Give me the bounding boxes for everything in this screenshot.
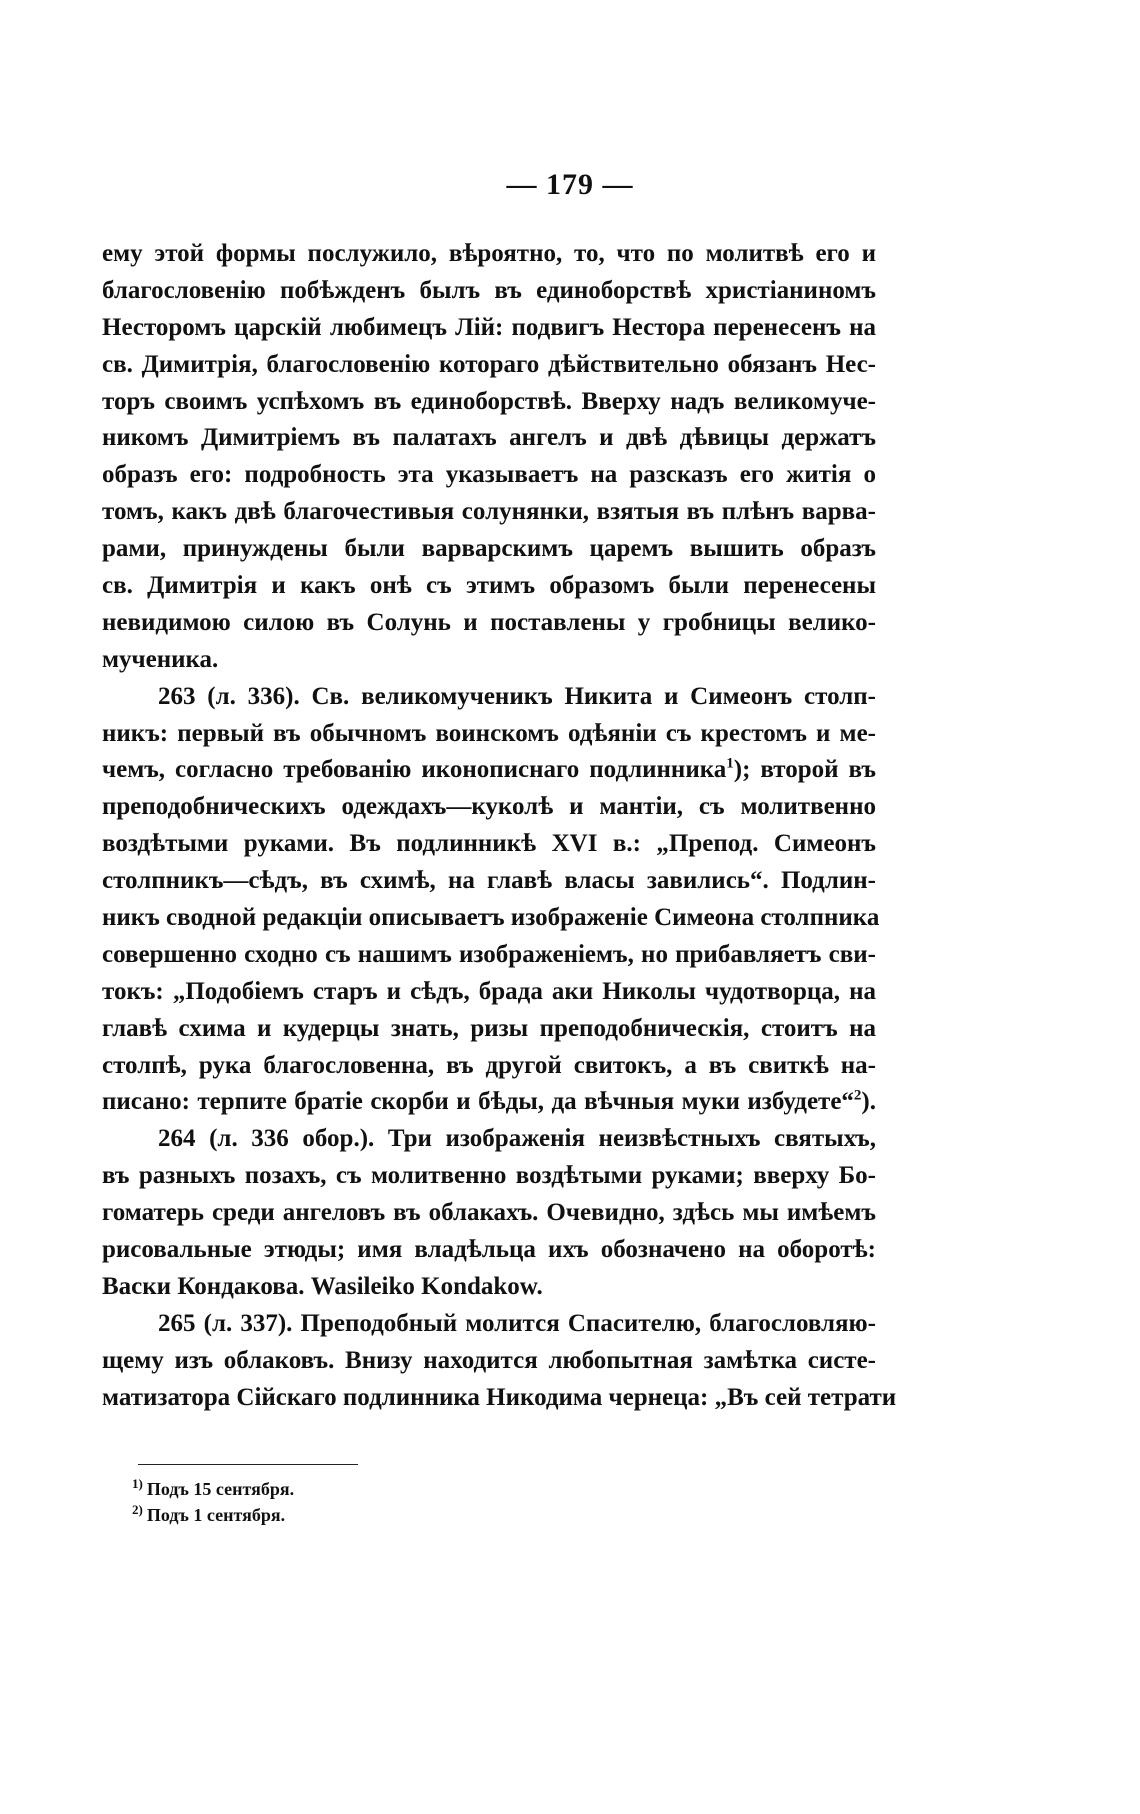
text-line-content: токъ: „Подобіемъ старъ и сѣдъ, брада аки Николы чудотворца, на (102, 977, 876, 1005)
text-line (102, 236, 876, 273)
text-line-content: писано: терпите братіе скорби и бѣды, да вѣчныя муки избудете“ (102, 1088, 854, 1116)
footnote (132, 1476, 632, 1502)
text-line (102, 1306, 876, 1343)
text-line (102, 384, 876, 421)
text-line-content: св. Димитрія и какъ онѣ съ этимъ образомъ были перенесены (102, 572, 876, 600)
text-line-content: совершенно сходно съ нашимъ изображеніемъ, но прибавляетъ сви- (102, 940, 876, 968)
footnotes (132, 1476, 632, 1528)
text-line-content: гоматерь среди ангеловъ въ облакахъ. Очевидно, здѣсь мы имѣемъ (102, 1199, 876, 1227)
text-line-content: благословенію побѣжденъ былъ въ единоборствѣ христіаниномъ (102, 276, 876, 304)
text-line (102, 1048, 876, 1085)
text-line (102, 1380, 897, 1417)
text-line-content: никъ: первый въ обычномъ воинскомъ одѣяніи съ крестомъ и ме- (102, 719, 876, 747)
text-line (102, 457, 876, 494)
text-line-content: никъ сводной редакціи описываетъ изображеніе Симеона столпника (102, 904, 880, 932)
text-line (102, 1343, 876, 1380)
text-line-content: никомъ Димитріемъ въ палатахъ ангелъ и двѣ дѣвицы держатъ (102, 424, 876, 452)
footnote-text: Подъ 1 сентября. (146, 1505, 286, 1525)
footnote-marker: 1) (132, 1476, 143, 1491)
text-line (102, 531, 876, 568)
text-line-content: рисовальные этюды; имя владѣльца ихъ обозначено на оборотѣ: (102, 1236, 876, 1264)
text-line-content: 265 (л. 337). Преподобный молится Спасителю, благословляю- (158, 1309, 876, 1337)
text-line-content: томъ, какъ двѣ благочестивыя солунянки, взятыя въ плѣнъ варва- (102, 498, 876, 526)
text-line (102, 273, 876, 310)
text-line-content: 264 (л. 336 обор.). Три изображенія неизвѣстныхъ святыхъ, (158, 1125, 876, 1153)
text-line (102, 1269, 876, 1306)
text-line-content: въ разныхъ позахъ, съ молитвенно воздѣтыми руками; вверху Бо- (102, 1162, 876, 1190)
text-line (102, 420, 876, 457)
footnote-divider (138, 1464, 358, 1465)
body-text (102, 236, 897, 1417)
text-line-content: невидимою силою въ Солунь и поставлены у гробницы велико- (102, 608, 876, 636)
text-line-content: столпникъ—сѣдъ, въ схимѣ, на главѣ власы завились“. Подлин- (102, 867, 876, 895)
text-line-content: рами, принуждены были варварскимъ царемъ вышить образъ (102, 535, 876, 563)
text-line (102, 605, 876, 642)
text-line (102, 1084, 876, 1121)
text-line-content: Васки Кондакова. Wasileiko Kondakow. (102, 1272, 543, 1300)
footnote-marker: 2) (132, 1502, 143, 1517)
text-line-content: воздѣтыми руками. Въ подлинникѣ XVI в.: „Препод. Симеонъ (102, 830, 876, 858)
text-line-content: св. Димитрія, благословенію котораго дѣйствительно обязанъ Нес- (102, 350, 876, 378)
text-line (102, 1195, 876, 1232)
text-line (102, 568, 876, 605)
text-line-content: Несторомъ царскій любимецъ Лій: подвигъ Нестора перенесенъ на (102, 313, 876, 341)
text-line-content: 263 (л. 336). Св. великомученикъ Никита и Симеонъ столп- (158, 682, 876, 710)
text-line-content: главѣ схима и кудерцы знать, ризы преподобническія, стоитъ на (102, 1014, 876, 1042)
text-line-content: щему изъ облаковъ. Внизу находится любопытная замѣтка систе- (102, 1346, 876, 1374)
text-line (102, 863, 876, 900)
footnote (132, 1502, 632, 1528)
text-line (102, 716, 876, 753)
text-line-content: чемъ, согласно требованію иконописнаго подлинника (102, 756, 727, 784)
text-line (102, 1121, 876, 1158)
text-line-content: ему этой формы послужило, вѣроятно, то, что по молитвѣ его и (102, 240, 876, 267)
text-line (102, 974, 876, 1011)
text-line-continuation: ); второй въ (733, 756, 877, 784)
text-line-content: матизатора Сійскаго подлинника Никодима чернеца: „Въ сей тетрати (102, 1383, 897, 1411)
text-line (102, 752, 876, 789)
page-number: — 179 — (506, 168, 634, 201)
text-line (102, 679, 876, 716)
text-line (102, 1232, 876, 1269)
text-line-content: столпѣ, рука благословенна, въ другой свитокъ, а въ свиткѣ на- (102, 1051, 876, 1079)
text-line (102, 310, 876, 347)
text-line (102, 642, 876, 679)
text-line (102, 494, 876, 531)
text-line-content: образъ его: подробность эта указываетъ на разсказъ его житія о (102, 461, 876, 489)
footnote-text: Подъ 15 сентября. (146, 1479, 295, 1499)
footnote-reference: 2 (853, 1088, 862, 1105)
text-line-content: торъ своимъ успѣхомъ въ единоборствѣ. Вверху надъ великомуче- (102, 387, 876, 415)
footnote-reference: 1 (726, 756, 734, 773)
text-line (102, 1011, 876, 1048)
text-line-continuation: ). (861, 1088, 876, 1116)
text-line (102, 789, 876, 826)
text-line-content: мученика. (102, 645, 219, 673)
text-line (102, 347, 876, 384)
text-line (102, 1158, 876, 1195)
text-line (102, 826, 876, 863)
text-line-content: преподобническихъ одеждахъ—куколѣ и мантіи, съ молитвенно (102, 793, 876, 821)
text-line (102, 900, 880, 937)
text-line (102, 937, 876, 974)
